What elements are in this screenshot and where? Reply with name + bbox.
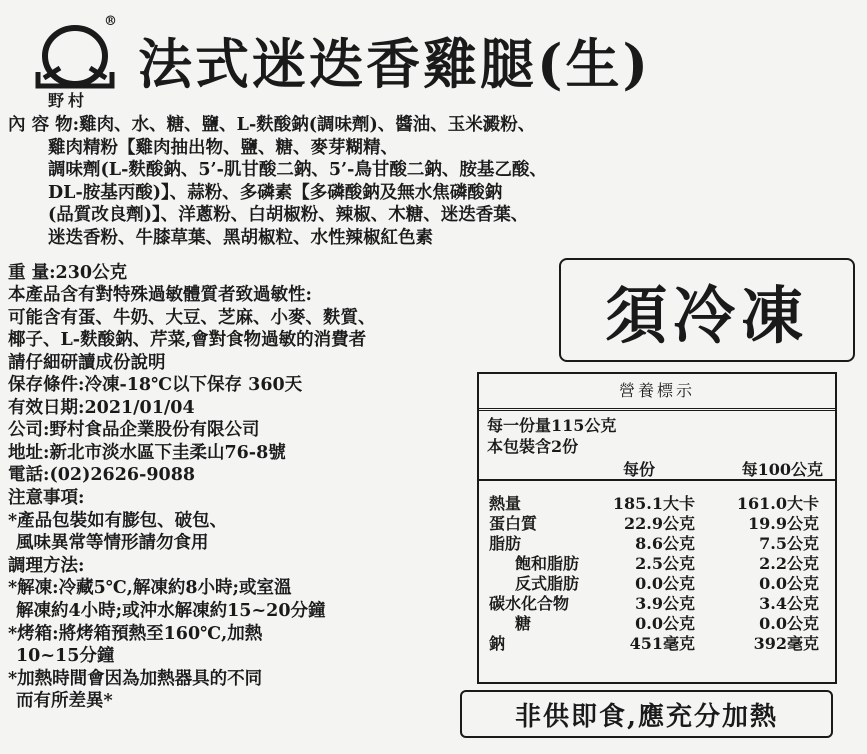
nutrient-per-serving: 3.9公克	[635, 594, 695, 613]
phone: 電話:(02)2626-9088	[8, 465, 196, 486]
nutrient-per-100g: 0.0公克	[759, 574, 819, 593]
allergen-line: 椰子、L-麩酸鈉、芹菜,會對食物過敏的消費者	[8, 330, 367, 350]
product-title: 法式迷迭香雞腿(生)	[138, 32, 652, 96]
nutrition-row	[479, 611, 835, 631]
nutrient-per-100g: 7.5公克	[759, 534, 819, 553]
nutrition-row	[479, 571, 835, 591]
allergen-line: 可能含有蛋、牛奶、大豆、芝麻、小麥、麩質、	[8, 307, 376, 328]
nomura-logo-icon	[30, 18, 120, 98]
ingredients-block	[8, 114, 547, 249]
keep-frozen-label: 須冷凍	[559, 258, 855, 362]
nutrition-facts-table	[477, 372, 837, 684]
col-per-serving: 每份	[622, 460, 655, 479]
cooking-line: *解凍:冷藏5℃,解凍約8小時;或室溫	[8, 578, 292, 599]
nutrition-row	[479, 531, 835, 551]
notes-line: *產品包裝如有膨包、破包、	[8, 510, 228, 531]
nutrient-name: 鈉	[489, 634, 506, 653]
nutrient-name: 碳水化合物	[489, 594, 570, 613]
allergen-line: 請仔細研讀成份說明	[8, 352, 166, 373]
notes-heading: 注意事項:	[8, 487, 85, 508]
col-per-100g: 每100公克	[741, 460, 823, 479]
nutrient-name: 脂肪	[489, 534, 522, 553]
serving-size: 每一份量115公克	[487, 416, 617, 435]
ingredients-line: 雞肉精粉【雞肉抽出物、鹽、糖、麥芽糊精、	[48, 137, 398, 158]
registered-mark: ®	[104, 14, 117, 29]
ingredients-line: 迷迭香粉、牛膝草葉、黑胡椒粒、水性辣椒紅色素	[48, 227, 433, 248]
notes-line: 風味異常等情形請勿食用	[16, 533, 209, 554]
net-weight: 重 量:230公克	[8, 263, 128, 283]
nutrition-row	[479, 631, 835, 651]
nutrient-per-serving: 451毫克	[629, 634, 695, 653]
cooking-line: 解凍約4小時;或沖水解凍約15~20分鐘	[16, 600, 326, 621]
ingredients-line: 調味劑(L-麩酸鈉、5’-肌甘酸二鈉、5’-鳥甘酸二鈉、胺基乙酸、	[48, 160, 547, 180]
nutrient-name: 飽和脂肪	[515, 554, 580, 573]
nutrient-per-serving: 0.0公克	[635, 614, 695, 633]
nutrient-per-100g: 161.0大卡	[736, 494, 819, 513]
nutrient-per-100g: 2.2公克	[759, 554, 819, 573]
nutrient-per-serving: 2.5公克	[635, 554, 695, 573]
nutrient-per-100g: 3.4公克	[759, 594, 819, 613]
nutrition-header	[479, 457, 835, 481]
cooking-line: 10~15分鐘	[16, 646, 115, 667]
nutrient-name: 熱量	[489, 494, 522, 513]
brand-name: 野村	[48, 91, 89, 110]
nutrient-name: 蛋白質	[489, 514, 538, 533]
ingredients-line: DL-胺基丙酸)】、蒜粉、多磷素【多磷酸鈉及無水焦磷酸鈉	[48, 182, 503, 203]
nutrition-row	[479, 551, 835, 571]
expiry-date: 有效日期:2021/01/04	[8, 397, 195, 418]
nutrient-per-serving: 185.1大卡	[612, 494, 695, 513]
allergen-block	[8, 284, 376, 374]
serving-info	[479, 411, 835, 457]
nutrition-row	[479, 591, 835, 611]
servings-per-package: 本包裝含2份	[487, 437, 579, 456]
nutrient-name: 糖	[515, 614, 532, 633]
cook-thoroughly-warning: 非供即食,應充分加熱	[460, 690, 833, 738]
nutrition-row	[479, 511, 835, 531]
info-block	[8, 374, 326, 713]
company: 公司:野村食品企業股份有限公司	[8, 420, 260, 441]
address: 地址:新北市淡水區下圭柔山76-8號	[8, 442, 286, 463]
nutrient-name: 反式脂肪	[515, 574, 580, 593]
nutrition-row	[479, 491, 835, 511]
nutrient-per-serving: 8.6公克	[635, 534, 695, 553]
nutrition-rows	[479, 481, 835, 651]
ingredients-line: 內 容 物:雞肉、水、糖、鹽、L-麩酸鈉(調味劑)、醬油、玉米澱粉、	[8, 115, 536, 135]
nutrient-per-serving: 0.0公克	[635, 574, 695, 593]
storage-condition: 保存條件:冷凍-18℃以下保存 360天	[8, 375, 303, 395]
ingredients-line: (品質改良劑)】、洋蔥粉、白胡椒粉、辣椒、木糖、迷迭香葉、	[48, 205, 529, 225]
allergen-line: 本產品含有對特殊過敏體質者致過敏性:	[8, 285, 312, 305]
nutrient-per-serving: 22.9公克	[624, 514, 695, 533]
cooking-line: *烤箱:將烤箱預熱至160℃,加熱	[8, 623, 263, 644]
cooking-line: 而有所差異*	[16, 691, 113, 712]
cooking-line: *加熱時間會因為加熱器具的不同	[8, 668, 263, 689]
nutrient-per-100g: 19.9公克	[748, 514, 819, 533]
nutrient-per-100g: 0.0公克	[759, 614, 819, 633]
nutrition-title: 營養標示	[479, 374, 835, 411]
cooking-heading: 調理方法:	[8, 555, 85, 576]
nutrient-per-100g: 392毫克	[753, 634, 819, 653]
